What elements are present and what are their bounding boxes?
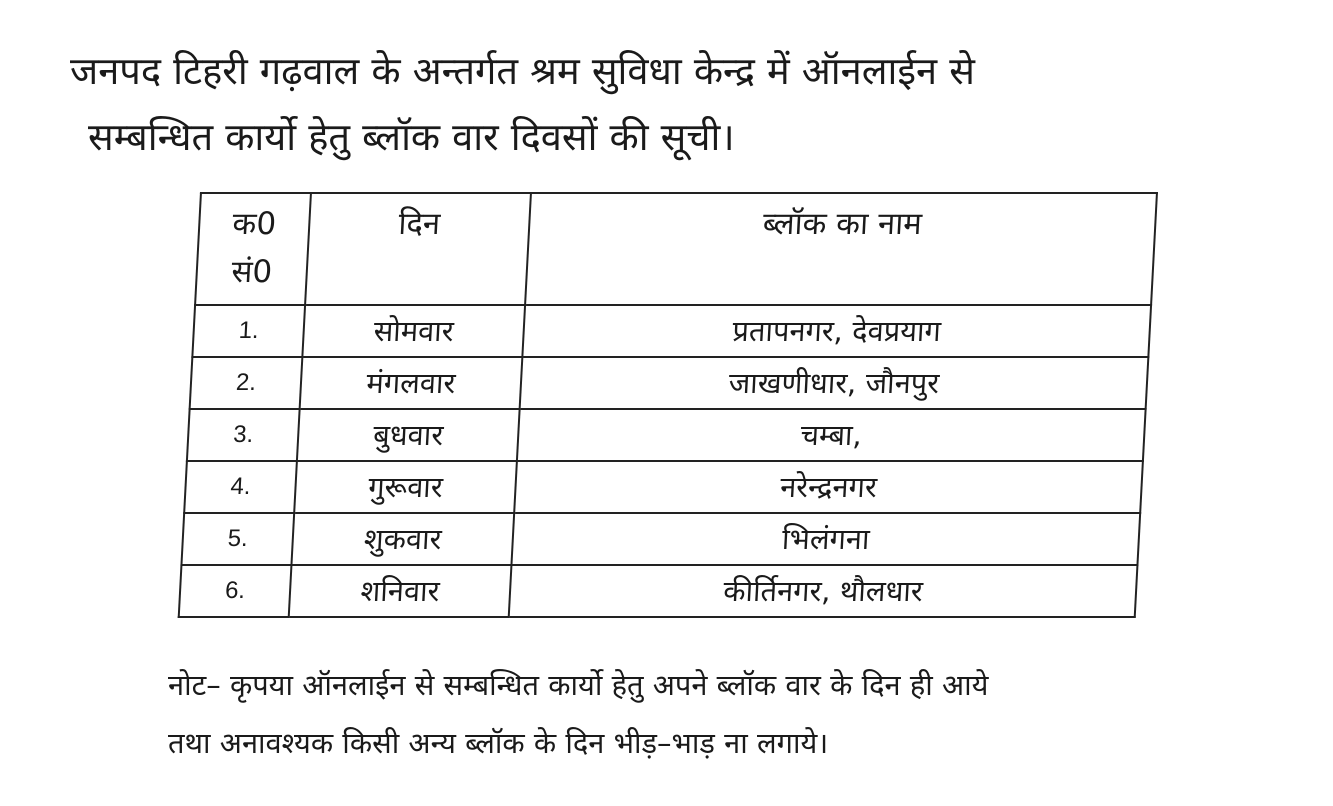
schedule-table-container [178, 192, 1158, 618]
cell-block-name: चम्बा, [517, 409, 1146, 461]
cell-block-name: प्रतापनगर, देवप्रयाग [522, 305, 1151, 357]
cell-serial-number: 3. [187, 409, 300, 461]
header-serial-line-2: सं0 [230, 254, 274, 290]
header-day: दिन [305, 193, 531, 305]
cell-serial-number: 1. [192, 305, 305, 357]
cell-day: शनिवार [289, 565, 512, 617]
table-row [181, 513, 1140, 565]
table-row [190, 357, 1149, 409]
cell-day: शुकवार [291, 513, 514, 565]
title-line-1: जनपद टिहरी गढ़वाल के अन्तर्गत श्रम सुविधा केन्द्र में ऑनलाईन से [70, 49, 975, 93]
header-serial-line-1: क0 [231, 206, 278, 242]
cell-day: गुरूवार [294, 461, 517, 513]
note-paragraph [168, 656, 1228, 772]
cell-serial-number: 5. [181, 513, 294, 565]
table-row [192, 305, 1151, 357]
table-row [184, 461, 1143, 513]
cell-serial-number: 6. [179, 565, 292, 617]
cell-day: बुधवार [297, 409, 520, 461]
table-header-row [195, 193, 1157, 305]
cell-day: मंगलवार [300, 357, 523, 409]
cell-block-name: भिलंगना [511, 513, 1140, 565]
table-row [179, 565, 1138, 617]
block-schedule-table [178, 192, 1158, 618]
note-line-2: तथा अनावश्यक किसी अन्य ब्लॉक के दिन भीड़–भाड़ ना लगाये। [168, 726, 829, 760]
header-block-name: ब्लॉक का नाम [525, 193, 1157, 305]
cell-serial-number: 4. [184, 461, 297, 513]
cell-block-name: जाखणीधार, जौनपुर [520, 357, 1149, 409]
cell-block-name: नरेन्द्रनगर [514, 461, 1143, 513]
table-row [187, 409, 1146, 461]
cell-block-name: कीर्तिनगर, थौलधार [509, 565, 1138, 617]
table-header [195, 193, 1157, 305]
title-line-2: सम्बन्धित कार्यो हेतु ब्लॉक वार दिवसों की सूची। [88, 115, 735, 159]
table-body [179, 305, 1151, 617]
cell-day: सोमवार [302, 305, 525, 357]
document-title [70, 38, 1220, 170]
note-line-1: नोट– कृपया ऑनलाईन से सम्बन्धित कार्यो हेतु अपने ब्लॉक वार के दिन ही आये [168, 668, 989, 702]
header-serial-number [195, 193, 311, 305]
cell-serial-number: 2. [190, 357, 303, 409]
